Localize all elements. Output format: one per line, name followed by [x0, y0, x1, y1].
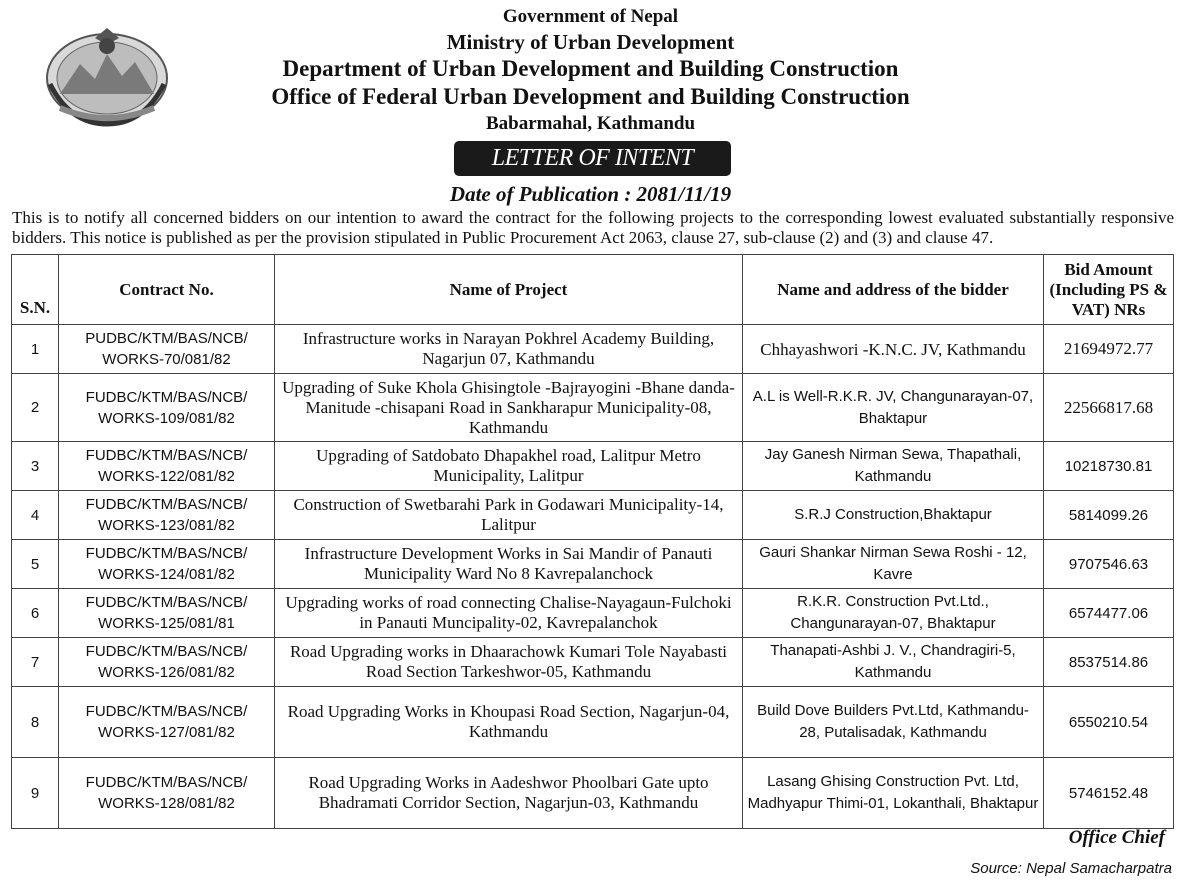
row-amount: 6550210.54 [1044, 687, 1174, 758]
letter-of-intent-title: LETTER OF INTENT [454, 141, 731, 176]
row-contract-no: FUDBC/KTM/BAS/NCB/ WORKS-126/081/82 [59, 638, 275, 687]
header-department: Department of Urban Development and Building Construction [282, 56, 899, 81]
row-amount: 5746152.48 [1044, 758, 1174, 829]
row-amount: 8537514.86 [1044, 638, 1174, 687]
row-project: Infrastructure works in Narayan Pokhrel Academy Building, Nagarjun 07, Kathmandu [275, 325, 743, 374]
table-header-row [12, 255, 1174, 325]
header-office: Office of Federal Urban Development and Building Construction [271, 84, 910, 109]
row-bidder: S.R.J Construction,Bhaktapur [743, 491, 1044, 540]
row-contract-no: FUDBC/KTM/BAS/NCB/ WORKS-123/081/82 [59, 491, 275, 540]
table-row [12, 374, 1174, 442]
table-row [12, 491, 1174, 540]
row-bidder: Gauri Shankar Nirman Sewa Roshi - 12, Kavre [743, 540, 1044, 589]
header-bid-amount: Bid Amount (Including PS & VAT) NRs [1044, 255, 1174, 325]
header-government: Government of Nepal [502, 6, 679, 27]
row-sn: 4 [12, 491, 59, 540]
row-project: Upgrading of Satdobato Dhapakhel road, Lalitpur Metro Municipality, Lalitpur [275, 442, 743, 491]
row-contract-no: FUDBC/KTM/BAS/NCB/ WORKS-122/081/82 [59, 442, 275, 491]
row-amount: 6574477.06 [1044, 589, 1174, 638]
table-row [12, 325, 1174, 374]
row-project: Upgrading of Suke Khola Ghisingtole -Bajrayogini -Bhane danda- Manitude -chisapani Road in Sankharapur Municipality-08, Kathmandu [275, 374, 743, 442]
table-row [12, 638, 1174, 687]
row-contract-no: PUDBC/KTM/BAS/NCB/ WORKS-70/081/82 [59, 325, 275, 374]
row-bidder: Lasang Ghising Construction Pvt. Ltd, Madhyapur Thimi-01, Lokanthali, Bhaktapur [743, 758, 1044, 829]
row-amount: 22566817.68 [1044, 374, 1174, 442]
row-contract-no: FUDBC/KTM/BAS/NCB/ WORKS-127/081/82 [59, 687, 275, 758]
notice-paragraph: This is to notify all concerned bidders on our intention to award the contract for the following projects to the corresponding lowest evaluated substantially responsive bidders. This notice is published as per the provision stipulated in Public Procurement Act 2063, clause 27, sub-clause (2) and (3) and clause 47. [12, 208, 1174, 247]
table-row [12, 540, 1174, 589]
contracts-table [11, 254, 1174, 829]
row-amount: 5814099.26 [1044, 491, 1174, 540]
header-bidder: Name and address of the bidder [743, 255, 1044, 325]
signature-office-chief: Office Chief [1068, 827, 1165, 848]
header-project-name: Name of Project [275, 255, 743, 325]
row-sn: 7 [12, 638, 59, 687]
table-row [12, 442, 1174, 491]
header-sn: S.N. [12, 255, 59, 325]
row-project: Infrastructure Development Works in Sai Mandir of Panauti Municipality Ward No 8 Kavrepalanchock [275, 540, 743, 589]
row-bidder: A.L is Well-R.K.R. JV, Changunarayan-07, Bhaktapur [743, 374, 1044, 442]
header-ministry: Ministry of Urban Development [446, 30, 735, 54]
publication-date: Date of Publication : 2081/11/19 [449, 182, 732, 206]
row-bidder: R.K.R. Construction Pvt.Ltd., Changunarayan-07, Bhaktapur [743, 589, 1044, 638]
row-sn: 9 [12, 758, 59, 829]
row-project: Road Upgrading Works in Aadeshwor Phoolbari Gate upto Bhadramati Corridor Section, Nagarjun-03, Kathmandu [275, 758, 743, 829]
row-amount: 10218730.81 [1044, 442, 1174, 491]
row-project: Construction of Swetbarahi Park in Godawari Municipality-14, Lalitpur [275, 491, 743, 540]
row-sn: 6 [12, 589, 59, 638]
row-project: Upgrading works of road connecting Chalise-Nayagaun-Fulchoki in Panauti Muncipality-02, Kavrepalanchok [275, 589, 743, 638]
row-amount: 9707546.63 [1044, 540, 1174, 589]
row-contract-no: FUDBC/KTM/BAS/NCB/ WORKS-109/081/82 [59, 374, 275, 442]
row-bidder: Jay Ganesh Nirman Sewa, Thapathali, Kathmandu [743, 442, 1044, 491]
row-sn: 5 [12, 540, 59, 589]
row-amount: 21694972.77 [1044, 325, 1174, 374]
table-row [12, 589, 1174, 638]
header-address: Babarmahal, Kathmandu [485, 113, 696, 134]
table-row [12, 758, 1174, 829]
row-project: Road Upgrading Works in Khoupasi Road Section, Nagarjun-04, Kathmandu [275, 687, 743, 758]
row-bidder: Thanapati-Ashbi J. V., Chandragiri-5, Kathmandu [743, 638, 1044, 687]
row-contract-no: FUDBC/KTM/BAS/NCB/ WORKS-128/081/82 [59, 758, 275, 829]
source-credit: Source: Nepal Samacharpatra [970, 860, 1172, 877]
row-project: Road Upgrading works in Dhaarachowk Kumari Tole Nayabasti Road Section Tarkeshwor-05, Kathmandu [275, 638, 743, 687]
row-bidder: Chhayashwori -K.N.C. JV, Kathmandu [743, 325, 1044, 374]
row-contract-no: FUDBC/KTM/BAS/NCB/ WORKS-125/081/81 [59, 589, 275, 638]
row-sn: 1 [12, 325, 59, 374]
row-sn: 2 [12, 374, 59, 442]
table-row [12, 687, 1174, 758]
header-contract-no: Contract No. [59, 255, 275, 325]
row-sn: 3 [12, 442, 59, 491]
row-contract-no: FUDBC/KTM/BAS/NCB/ WORKS-124/081/82 [59, 540, 275, 589]
row-bidder: Build Dove Builders Pvt.Ltd, Kathmandu- 28, Putalisadak, Kathmandu [743, 687, 1044, 758]
row-sn: 8 [12, 687, 59, 758]
